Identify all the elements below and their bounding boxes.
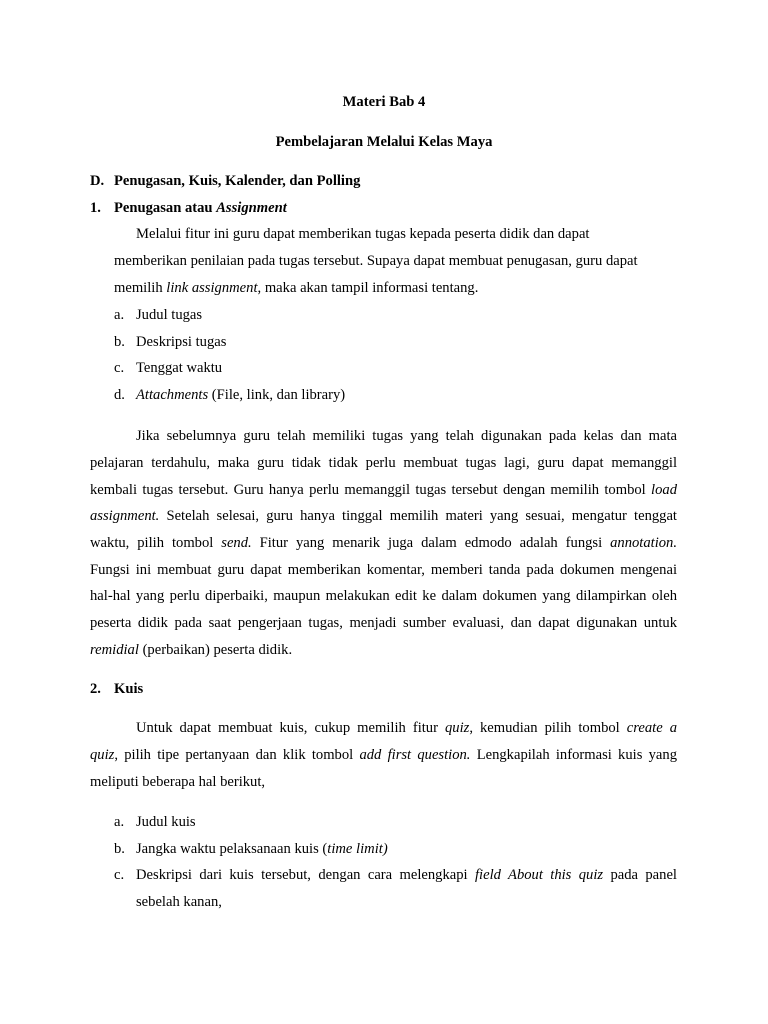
list-item: Deskripsi tugas [136, 334, 227, 350]
section-2-marker: 2. [90, 681, 101, 697]
paragraph-line: memberikan penilaian pada tugas tersebut. Supaya dapat membuat penugasan, guru dapat [114, 253, 638, 269]
list-marker: b. [114, 841, 125, 857]
paragraph-line: hal-hal yang perlu diperbaiki, maupun melakukan edit ke dalam dokumen yang dilampirkan oleh [90, 588, 677, 604]
list-item: Judul tugas [136, 307, 203, 323]
paragraph-line: remidial (perbaikan) peserta didik. [90, 642, 293, 658]
paragraph-line: Untuk dapat membuat kuis, cukup memilih fitur quiz, kemudian pilih tombol create a [136, 720, 677, 736]
paragraph-line: meliputi beberapa hal berikut, [90, 774, 266, 790]
paragraph-line: Melalui fitur ini guru dapat memberikan tugas kepada peserta didik dan dapat [136, 226, 590, 242]
section-d-marker: D. [90, 173, 105, 189]
list-item: Attachments (File, link, dan library) [136, 387, 346, 403]
list-marker: c. [114, 360, 125, 376]
list-marker: a. [114, 814, 125, 830]
list-item: Deskripsi dari kuis tersebut, dengan cara melengkapi field About this quiz pada panel [136, 867, 677, 883]
list-marker: b. [114, 334, 125, 350]
list-marker: d. [114, 387, 125, 403]
paragraph-line: kembali tugas tersebut. Guru hanya perlu memanggil tugas tersebut dengan memilih tombol load [90, 482, 677, 498]
section-1-title: Penugasan atau Assignment [114, 200, 287, 216]
list-item: Judul kuis [136, 814, 196, 830]
paragraph-line: memilih link assignment, maka akan tampil informasi tentang. [114, 280, 479, 296]
paragraph-line: assignment. Setelah selesai, guru hanya tinggal memilih materi yang sesuai, mengatur tenggat [90, 508, 677, 524]
paragraph-line: peserta didik pada saat pengerjaan tugas, menjadi sumber evaluasi, dan dapat digunakan untuk [90, 615, 677, 631]
paragraph-line: waktu, pilih tombol send. Fitur yang menarik juga dalam edmodo adalah fungsi annotation. [90, 535, 677, 551]
list-item: Tenggat waktu [136, 360, 223, 376]
paragraph-line: pelajaran terdahulu, maka guru tidak tidak perlu membuat tugas lagi, guru dapat memanggil [90, 455, 677, 471]
paragraph-line: quiz, pilih tipe pertanyaan dan klik tombol add first question. Lengkapilah informasi kuis yang [90, 747, 677, 763]
paragraph-line: Fungsi ini membuat guru dapat memberikan komentar, memberi tanda pada dokumen mengenai [90, 562, 677, 578]
section-1-marker: 1. [90, 200, 101, 216]
chapter-subtitle: Pembelajaran Melalui Kelas Maya [275, 134, 493, 150]
chapter-title: Materi Bab 4 [342, 94, 426, 110]
list-marker: c. [114, 867, 125, 883]
section-d-title: Penugasan, Kuis, Kalender, dan Polling [114, 173, 361, 189]
list-item: Jangka waktu pelaksanaan kuis (time limit) [136, 841, 388, 857]
list-marker: a. [114, 307, 125, 323]
paragraph-line: Jika sebelumnya guru telah memiliki tugas yang telah digunakan pada kelas dan mata [136, 428, 677, 444]
list-item-continuation: sebelah kanan, [136, 894, 222, 910]
section-2-title: Kuis [114, 681, 144, 697]
